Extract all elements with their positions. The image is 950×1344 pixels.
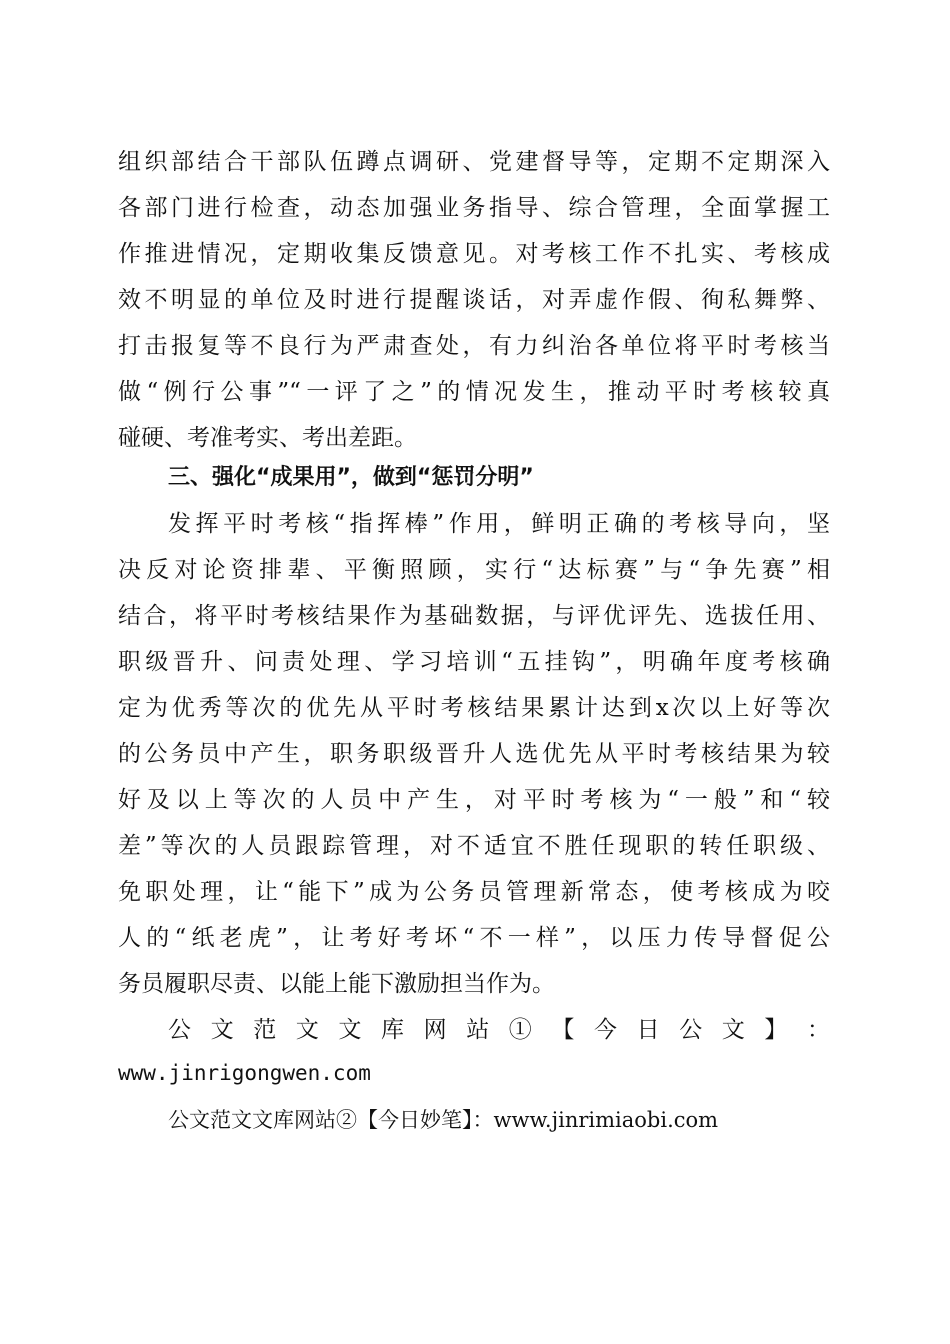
- footer-site-2: 公文范文文库网站②【今日妙笔】：www.jinrimiaobi.com: [168, 1108, 719, 1132]
- paragraph-2-line-2: 决反对论资排辈、平衡照顾，实行“达标赛”与“争先赛”相: [118, 557, 830, 583]
- footer-site-1-url: www.jinrigongwen.com: [118, 1061, 371, 1085]
- paragraph-1-line-1: 组织部结合干部队伍蹲点调研、党建督导等，定期不定期深入: [118, 149, 830, 175]
- paragraph-2-line-7: 好及以上等次的人员中产生，对平时考核为“一般”和“较: [118, 787, 830, 813]
- paragraph-2-line-9: 免职处理，让“能下”成为公务员管理新常态，使考核成为咬: [118, 879, 830, 905]
- paragraph-1-line-6: 做“例行公事”“一评了之”的情况发生，推动平时考核较真: [118, 379, 830, 405]
- footer-site-1-label: 公 文 范 文 文 库 网 站 ① 【 今 日 公 文 】 ：: [168, 1017, 830, 1043]
- paragraph-1-line-2: 各部门进行检查，动态加强业务指导、综合管理，全面掌握工: [118, 195, 830, 221]
- paragraph-1-line-4: 效不明显的单位及时进行提醒谈话，对弄虚作假、徇私舞弊、: [118, 287, 830, 313]
- paragraph-1-line-7: 碰硬、考准考实、考出差距。: [118, 425, 417, 451]
- paragraph-2-line-4: 职级晋升、问责处理、学习培训“五挂钩”，明确年度考核确: [118, 649, 830, 675]
- paragraph-2-line-6: 的公务员中产生，职务职级晋升人选优先从平时考核结果为较: [118, 741, 830, 767]
- paragraph-2-line-3: 结合，将平时考核结果作为基础数据，与评优评先、选拔任用、: [118, 603, 830, 629]
- paragraph-2-line-1: 发挥平时考核“指挥棒”作用，鲜明正确的考核导向，坚: [168, 511, 830, 537]
- paragraph-2-line-11: 务员履职尽责、以能上能下激励担当作为。: [118, 971, 555, 997]
- section-heading-3: 三、强化“成果用”，做到“惩罚分明”: [168, 465, 534, 490]
- paragraph-2-line-8: 差”等次的人员跟踪管理，对不适宜不胜任现职的转任职级、: [118, 833, 830, 859]
- paragraph-1-line-5: 打击报复等不良行为严肃查处，有力纠治各单位将平时考核当: [118, 333, 830, 359]
- paragraph-2-line-5: 定为优秀等次的优先从平时考核结果累计达到x次以上好等次: [118, 695, 830, 721]
- paragraph-1-line-3: 作推进情况，定期收集反馈意见。对考核工作不扎实、考核成: [118, 241, 830, 267]
- paragraph-2-line-10: 人的“纸老虎”，让考好考坏“不一样”，以压力传导督促公: [118, 925, 830, 951]
